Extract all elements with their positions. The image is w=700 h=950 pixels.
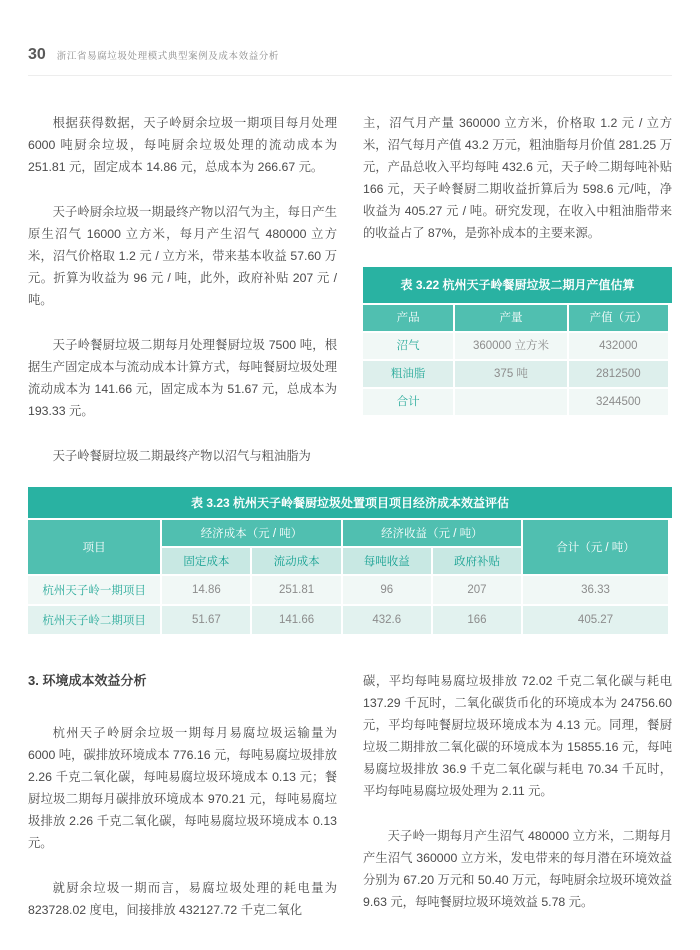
cell-flow-cost: 141.66 xyxy=(252,606,340,634)
section-heading: 3. 环境成本效益分析 xyxy=(28,673,147,688)
table-3-22 xyxy=(363,267,672,417)
sub-header: 流动成本 xyxy=(252,548,340,574)
paragraph: 天子岭餐厨垃圾二期最终产物以沼气与粗油脂为 xyxy=(52,449,311,463)
top-left-column xyxy=(28,112,337,467)
sub-header: 每吨收益 xyxy=(343,548,431,574)
column-header: 产量 xyxy=(455,305,566,331)
row-label: 合计 xyxy=(363,389,453,415)
table-3-22-title: 表 3.22 杭州天子岭餐厨垃圾二期月产值估算 xyxy=(363,267,672,303)
column-header: 产品 xyxy=(363,305,453,331)
paragraph: 主，沼气月产量 360000 立方米，价格取 1.2 元 / 立方米，沼气每月产值 43.2 万元，粗油脂每月价值 281.25 万元，产品总收入平均每吨 432.6 元，天子岭二期每吨补贴 166 元，天子岭餐厨二期收益折算后为 598.6 元/吨，净收益为 405.27 元 / 吨。研究发现，在收入中粗油脂带来的收益占了 87%，是弥补成本的主要来源。 xyxy=(363,116,672,240)
table-row xyxy=(363,361,668,387)
table-header-row xyxy=(363,305,668,331)
table-3-23-title: 表 3.23 杭州天子岭餐厨垃圾处置项目项目经济成本效益评估 xyxy=(28,487,672,518)
cell-flow-cost: 251.81 xyxy=(252,576,340,604)
env-right-column xyxy=(363,670,672,921)
cell-subsidy: 166 xyxy=(433,606,521,634)
table-row xyxy=(363,389,668,415)
running-head-title: 浙江省易腐垃圾处理模式典型案例及成本效益分析 xyxy=(56,51,279,62)
page-header xyxy=(28,46,672,76)
cell-income: 96 xyxy=(343,576,431,604)
cell-subsidy: 207 xyxy=(433,576,521,604)
group-header-cost: 经济成本（元 / 吨） xyxy=(162,520,340,546)
top-right-column xyxy=(363,112,672,467)
sub-header: 政府补贴 xyxy=(433,548,521,574)
paragraph: 天子岭一期每月产生沼气 480000 立方米，二期每月产生沼气 360000 立方米，发电带来的每月潜在环境效益分别为 67.20 万元和 50.40 万元，每吨厨余垃圾环境效益 9.63 元，每吨餐厨垃圾环境效益 5.78 元。 xyxy=(363,829,672,909)
column-header-project: 项目 xyxy=(28,520,160,574)
paragraph: 天子岭餐厨垃圾二期每月处理餐厨垃圾 7500 吨，根据生产固定成本与流动成本计算方式，每吨餐厨垃圾处理流动成本为 141.66 元，固定成本为 51.67 元，总成本为 193.33 元。 xyxy=(28,338,337,418)
table-row xyxy=(28,576,668,604)
column-header: 产值（元） xyxy=(569,305,668,331)
column-header-total: 合计（元 / 吨） xyxy=(523,520,668,574)
top-two-column-section xyxy=(28,112,672,467)
environment-section xyxy=(28,670,672,921)
cell-fixed-cost: 51.67 xyxy=(162,606,250,634)
paragraph: 天子岭厨余垃圾一期最终产物以沼气为主，每日产生原生沼气 16000 立方米，每月产生沼气 480000 立方米，沼气价格取 1.2 元 / 立方米，带来基本收益 57.60 万元。折算为收益为 96 元 / 吨，此外，政府补贴 207 元 / 吨。 xyxy=(28,205,337,307)
row-label: 沼气 xyxy=(363,333,453,359)
cell-fixed-cost: 14.86 xyxy=(162,576,250,604)
paragraph: 根据获得数据，天子岭厨余垃圾一期项目每月处理 6000 吨厨余垃圾，每吨厨余垃圾处理的流动成本为 251.81 元，固定成本 14.86 元，总成本为 266.67 元。 xyxy=(28,116,337,174)
cell-income: 432.6 xyxy=(343,606,431,634)
cell-quantity xyxy=(455,389,566,415)
paragraph: 杭州天子岭厨余垃圾一期每月易腐垃圾运输量为 6000 吨，碳排放环境成本 776.16 元，每吨易腐垃圾排放 2.26 千克二氧化碳，每吨易腐垃圾环境成本 0.13 元；餐厨垃圾二期每月碳排放环境成本 970.21 元，每吨易腐垃圾排放 2.26 千克二氧化碳，每吨易腐垃圾环境成本 0.13 元。 xyxy=(28,726,337,850)
cell-quantity: 375 吨 xyxy=(455,361,566,387)
cell-value: 432000 xyxy=(569,333,668,359)
table-row xyxy=(363,333,668,359)
table-group-header-row xyxy=(28,520,668,546)
row-label: 杭州天子岭二期项目 xyxy=(28,606,160,634)
cell-quantity: 360000 立方米 xyxy=(455,333,566,359)
table-3-23-grid xyxy=(26,518,670,636)
env-left-column xyxy=(28,670,337,921)
row-label: 粗油脂 xyxy=(363,361,453,387)
paragraph: 碳，平均每吨易腐垃圾排放 72.02 千克二氧化碳与耗电 137.29 千瓦时，二氧化碳货币化的环境成本为 24756.60 元，平均每吨餐厨垃圾环境成本为 4.13 元。同理，餐厨垃圾二期排放二氧化碳的环境成本为 15855.16 元，每吨易腐垃圾排放 36.9 千克二氧化碳与耗电 70.34 千瓦时，平均每吨易腐垃圾处理为 2.11 元。 xyxy=(363,674,672,798)
table-3-22-grid xyxy=(361,303,670,417)
cell-value: 3244500 xyxy=(569,389,668,415)
table-3-23 xyxy=(28,487,672,636)
cell-total: 405.27 xyxy=(523,606,668,634)
group-header-income: 经济收益（元 / 吨） xyxy=(343,520,521,546)
table-row xyxy=(28,606,668,634)
sub-header: 固定成本 xyxy=(162,548,250,574)
row-label: 杭州天子岭一期项目 xyxy=(28,576,160,604)
cell-value: 2812500 xyxy=(569,361,668,387)
cell-total: 36.33 xyxy=(523,576,668,604)
page-number: 30 xyxy=(28,46,46,63)
paragraph: 就厨余垃圾一期而言，易腐垃圾处理的耗电量为 823728.02 度电，间接排放 432127.72 千克二氧化 xyxy=(28,881,337,917)
